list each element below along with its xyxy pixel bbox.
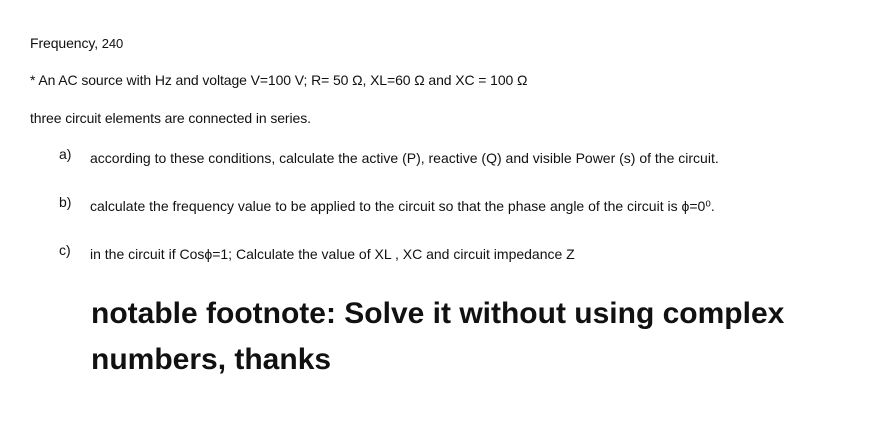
item-text: in the circuit if Cosϕ=1; Calculate the value of XL , XC and circuit impedance Z <box>90 246 575 262</box>
frequency-label: Frequency, <box>30 35 98 51</box>
series-statement: three circuit elements are connected in series. <box>30 110 311 126</box>
footnote: notable footnote: Solve it without using complex numbers, thanks <box>91 297 785 376</box>
item-marker: b) <box>59 194 72 210</box>
item-text: according to these conditions, calculate the active (P), reactive (Q) and visible Power (s) of the circuit. <box>90 150 719 166</box>
frequency-line <box>30 35 123 51</box>
item-marker: a) <box>59 146 72 162</box>
frequency-value: 240 <box>101 36 124 51</box>
item-marker: c) <box>59 242 71 258</box>
item-text: calculate the frequency value to be applied to the circuit so that the phase angle of the circuit is ϕ=0⁰. <box>90 198 715 214</box>
problem-intro: * An AC source with Hz and voltage V=100 V; R= 50 Ω, XL=60 Ω and XC = 100 Ω <box>30 72 528 88</box>
